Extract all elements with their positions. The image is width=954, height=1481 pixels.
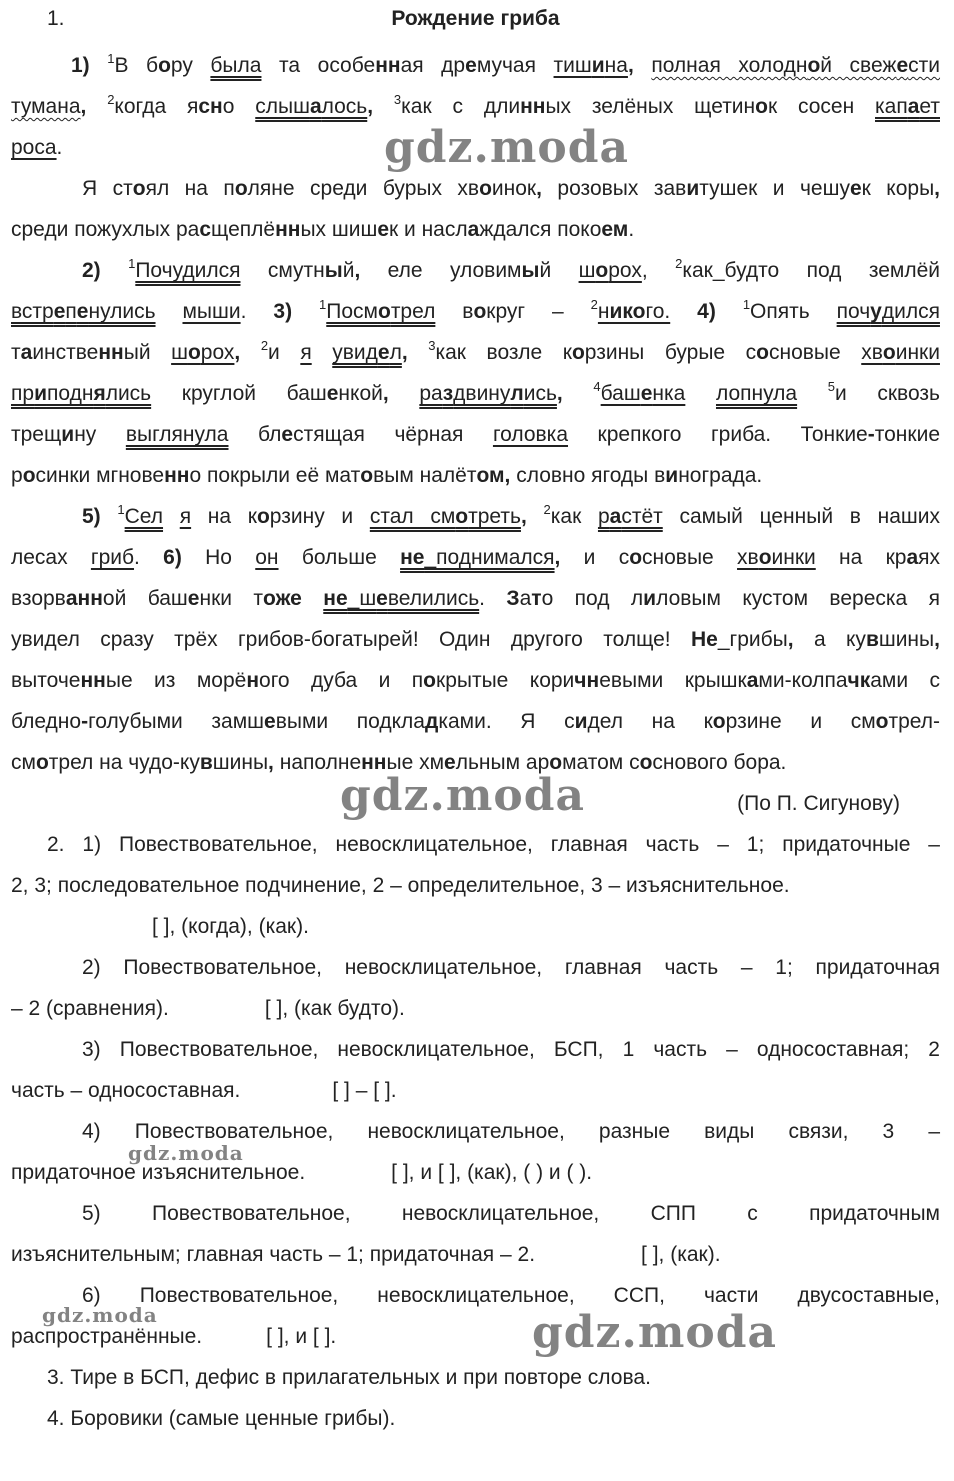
answer-line	[11, 1152, 940, 1193]
answer-line	[11, 1234, 940, 1275]
text-line: взорванной башенки тоже не_шевелились. Зато под лиловым кустом вереска я	[11, 587, 940, 610]
answer-line: 3. Тире в БСП, дефис в прилагательных и при повторе слова.	[47, 1366, 651, 1389]
text-line: приподнялись круглой башенкой, раздвинулись, $^4$башенка лопнула $^5$и сквозь	[11, 379, 940, 405]
answer-line	[11, 1316, 940, 1357]
answer-text: распространённые.	[11, 1325, 203, 1348]
answer-line: 6) Повествовательное, невосклицательное, ССП, части двусоставные,	[82, 1284, 940, 1307]
answer-line	[11, 988, 940, 1029]
text-line: выточенные из морёного дуба и покрытые коричневыми крышками-колпачками с	[11, 669, 940, 692]
answer-line: 4. Боровики (самые ценные грибы).	[47, 1407, 396, 1430]
watermark: gdz.moda	[128, 1141, 244, 1165]
text-line: 5) $^1$Сел я на корзину и стал смотреть, $^2$как растёт самый ценный в наших	[82, 502, 940, 528]
text-body	[11, 45, 940, 824]
answer-line: 2, 3; последовательное подчинение, 2 – определительное, 3 – изъяснительное.	[11, 874, 790, 897]
text-line: роса.	[11, 136, 63, 159]
answer-line: 3) Повествовательное, невосклицательное, БСП, 1 часть – односоставная; 2	[82, 1038, 940, 1061]
scheme: [ ], и [ ].	[266, 1325, 337, 1348]
answer-line: 2) Повествовательное, невосклицательное, главная часть – 1; придаточная	[82, 956, 940, 979]
text-line: бледно-голубыми замшевыми подкладками. Я сидел на корзине и смотрел-	[11, 710, 941, 733]
scheme: [ ], и [ ], (как), ( ) и ( ).	[391, 1161, 593, 1184]
scheme: [ ], (когда), (как).	[152, 915, 309, 938]
answer-line: 4) Повествовательное, невосклицательное, разные виды связи, 3 –	[82, 1120, 940, 1143]
source-attribution: (По П. Сигунову)	[737, 792, 900, 815]
answer-text: изъяснительным; главная часть – 1; придаточная – 2.	[11, 1243, 536, 1266]
watermark: gdz.moda	[384, 122, 630, 173]
answers	[11, 824, 940, 1439]
watermark: gdz.moda	[42, 1303, 158, 1327]
watermark: gdz.moda	[532, 1307, 778, 1358]
text-line: трещину выглянула блестящая чёрная головка крепкого гриба. Тонкие-тонкие	[11, 423, 941, 446]
answer-line: 5) Повествовательное, невосклицательное, СПП с придаточным	[82, 1202, 940, 1225]
watermark: gdz.moda	[340, 770, 586, 821]
text-line: 2) $^1$Почудился смутный, еле уловимый шорох, $^2$как_будто под землёй	[82, 256, 940, 282]
text-line: увидел сразу трёх грибов-богатырей! Один другого толще! Не_грибы, а кувшины,	[11, 628, 940, 651]
scheme: [ ], (как).	[641, 1243, 721, 1266]
answer-line	[11, 1070, 940, 1111]
answer-text: – 2 (сравнения).	[11, 997, 169, 1020]
text-line: среди пожухлых расщеплённых шишек и наслаждался покоем.	[11, 218, 635, 241]
scheme: [ ], (как будто).	[264, 997, 405, 1020]
page-title: Рождение гриба	[391, 7, 560, 30]
answer-text: часть – односоставная.	[11, 1079, 241, 1102]
text-line: смотрел на чудо-кувшины, наполненные хмельным ароматом соснового бора.	[11, 751, 787, 774]
text-line: встрепенулись мыши. 3) $^1$Посмотрел вокруг – $^2$никого. 4) $^1$Опять почудился	[11, 297, 940, 323]
title-row	[11, 4, 940, 45]
answer-text: придаточное изъяснительное.	[11, 1161, 306, 1184]
text-line: Я стоял на поляне среди бурых хвоинок, розовых завитушек и чешуек коры,	[82, 177, 941, 200]
answer-line: 2. 1) Повествовательное, невосклицательное, главная часть – 1; придаточные –	[47, 833, 940, 856]
text-line: росинки мгновенно покрыли её матовым налётом, словно ягоды винограда.	[11, 464, 763, 487]
task-number: 1.	[47, 7, 65, 30]
document-page	[11, 4, 940, 1439]
text-line: 1) $^1$В бору была та особенная дремучая тишина, полная холодной свежести	[71, 51, 941, 77]
text-line: лесах гриб. 6) Но он больше не_поднимался, и сосновые хвоинки на краях	[11, 546, 941, 569]
source-line	[11, 783, 940, 824]
scheme: [ ] – [ ].	[332, 1079, 397, 1102]
text-line: тумана, $^2$когда ясно слышалось, $^3$как с длинных зелёных щетинок сосен капает	[11, 92, 940, 118]
text-line: таинственный шорох, $^2$и я увидел, $^3$как возле корзины бурые сосновые хвоинки	[11, 338, 940, 364]
